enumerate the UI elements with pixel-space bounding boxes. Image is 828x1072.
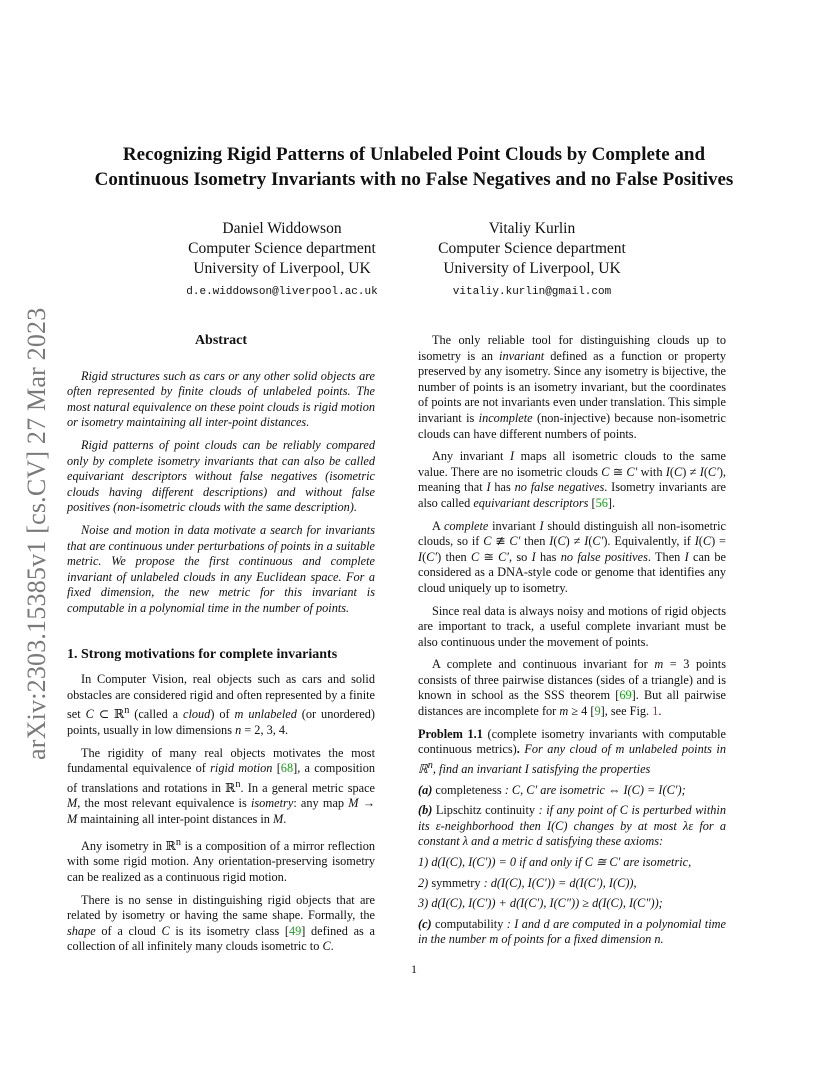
citation-link[interactable]: 9 (594, 704, 601, 719)
author-block-2 (412, 219, 652, 302)
author-univ: University of Liverpool, UK (443, 260, 621, 277)
author-univ: University of Liverpool, UK (193, 260, 371, 277)
problem-axiom-2: 2) symmetry : d(I(C), I(C′)) = d(I(C′), I(C)), (418, 875, 637, 890)
body-paragraph: Any invariant I maps all isometric clouds to the same value. There are no isometric clouds C ≅ C′ with I(C) ≠ I(C′), meaning that I has no false negatives. Isometry invariants are also called equivariant descriptors [56]. (418, 449, 727, 510)
abstract-paragraph: Noise and motion in data motivate a search for invariants that are continuous under perturbations of points in a suitable metric. We propose the first continuous and complete invariant of unlabeled clouds in any Euclidean space. For a fixed dimension, the new metric for this invariant is computable in a polynomial time in the number of points. (67, 522, 375, 615)
body-paragraph: A complete invariant I should distinguish all non-isometric clouds, so if C ≇ C′ then I(C) ≠ I(C′). Equivalently, if I(C) = I(C′) then C ≅ C′, so I has no false positives. Then I can be considered as a DNA-style code or genome that identifies any cloud uniquely up to isometry. (418, 518, 726, 595)
abstract-paragraph: Rigid patterns of point clouds can be reliably compared only by complete isometry invariants that can also be called equivariant descriptors without false negatives (isometric clouds having different descriptions) and without false positives (non-isometric clouds with the same description). (67, 437, 375, 515)
problem-item-b: (b) Lipschitz continuity : if any point of C is perturbed within its ε-neighborhood then I(C) changes by at most λε for a constant λ and a metric d satisfying these axioms: (418, 803, 726, 849)
author-email[interactable]: vitaliy.kurlin@gmail.com (452, 286, 612, 298)
problem-item-c: (c) computability : I and d are computed in a polynomial time in the number m of points for a fixed dimension n. (418, 916, 726, 947)
problem-intro: Problem 1.1 (complete isometry invariants with computable continuous metrics). For any cloud of m unlabeled points in ℝ$^n$, find an invariant I satisfying the properties (418, 726, 726, 776)
citation-link[interactable]: 69 (619, 688, 632, 703)
citation-link[interactable]: 49 (288, 923, 302, 938)
author-name: Daniel Widdowson (222, 220, 342, 237)
problem-statement (418, 727, 726, 948)
right-column (418, 333, 726, 953)
body-paragraph: The only reliable tool for distinguishing clouds up to isometry is an invariant defined as a function or property preserved by any isometry. Since any isometry is bijective, the number of points is an isometry invariant, but the coordinates of points are not invariants even under translation. This simple invariant is incomplete (non-injective) because non-isometric clouds can have different numbers of points. (418, 333, 726, 441)
abstract-paragraph: Rigid structures such as cars or any other solid objects are often represented by finite clouds of unlabeled points. The most natural equivalence on these point clouds is rigid motion or isometry maintaining all inter-point distances. (67, 368, 375, 430)
body-paragraph: A complete and continuous invariant for m = 3 points consists of three pairwise distances (sides of a triangle) and is known in school as the SSS theorem [69]. But all pairwise distances are incomplete for m ≥ 4 [9], see Fig. 1. (418, 657, 727, 719)
problem-axiom-3: 3) d(I(C), I(C′)) + d(I(C′), I(C″)) ≥ d(I(C), I(C″)); (418, 896, 663, 911)
author-dept: Computer Science department (438, 240, 626, 257)
page-number: 1 (411, 962, 417, 976)
author-dept: Computer Science department (188, 240, 376, 257)
abstract (67, 369, 375, 617)
paper-title (60, 142, 768, 192)
title-line-1: Recognizing Rigid Patterns of Unlabeled Point Clouds by Complete and (122, 144, 706, 165)
title-line-2: Continuous Isometry Invariants with no False Negatives and no False Positives (94, 169, 734, 190)
abstract-title: Abstract (194, 333, 248, 348)
body-paragraph: Since real data is always noisy and motions of rigid objects are important to track, a useful complete invariant must be also continuous under the movement of points. (418, 603, 726, 649)
author-name: Vitaliy Kurlin (488, 220, 576, 237)
author-block-1 (162, 219, 402, 302)
problem-item-a: (a) completeness : C, C′ are isometric ⇔ I(C) = I(C′); (418, 782, 686, 797)
body-paragraph: There is no sense in distinguishing rigid objects that are related by isometry or having the same shape. Formally, the shape of a cloud C is its isometry class [49] defined as a collection of all infinitely many clouds isometric to C. (67, 892, 375, 954)
citation-link[interactable]: 56 (595, 495, 608, 510)
left-column (67, 333, 375, 962)
figure-link[interactable]: 1 (652, 704, 659, 719)
arxiv-identifier: arXiv:2303.15385v1 [cs.CV] 27 Mar 2023 (22, 307, 51, 760)
body-paragraph: In Computer Vision, real objects such as cars and solid obstacles are considered rigid and often represented by a finite set C ⊂ ℝ$^n$ (called a cloud) of m unlabeled (or unordered) points, usually in low dimensions n = 2, 3, 4. (67, 672, 375, 737)
citation-link[interactable]: 68 (280, 761, 294, 776)
section-title: 1. Strong motivations for complete invariants (67, 646, 338, 662)
body-paragraph: Any isometry in ℝ$^n$ is a composition of a mirror reflection with some rigid motion. Any orientation-preserving isometry can be realized as a continuous rigid motion. (67, 836, 375, 884)
author-email[interactable]: d.e.widdowson@liverpool.ac.uk (186, 286, 378, 298)
body-paragraph: The rigidity of many real objects motivates the most fundamental equivalence of rigid motion [68], a composition of translations and rotations in ℝ$^n$. In a general metric space M, the most relevant equivalence is isometry: any map M → M maintaining all inter-point distances in M. (67, 745, 375, 827)
problem-axiom-1: 1) d(I(C), I(C′)) = 0 if and only if C ≅ C′ are isometric, (418, 854, 692, 869)
